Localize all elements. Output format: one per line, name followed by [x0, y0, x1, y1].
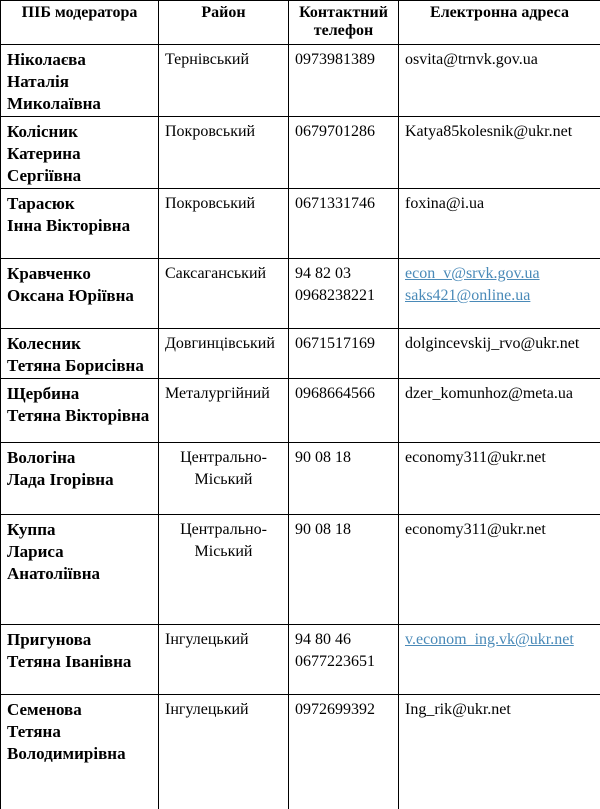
table-row	[1, 695, 600, 809]
email-cell	[399, 625, 600, 695]
moderator-name: Тарасюк Інна Вікторівна	[1, 189, 159, 259]
header-phone	[289, 1, 399, 45]
email-cell: dolgincevskij_rvo@ukr.net	[399, 329, 600, 379]
phone-cell: 0671331746	[289, 189, 399, 259]
phone-cell: 90 08 18	[289, 443, 399, 515]
header-district: Район	[159, 1, 289, 45]
table-row	[1, 117, 600, 189]
email-cell	[399, 259, 600, 329]
moderator-name: Щербина Тетяна Вікторівна	[1, 379, 159, 443]
email-cell: economy311@ukr.net	[399, 443, 600, 515]
email-cell: foxina@i.ua	[399, 189, 600, 259]
phone-cell: 94 80 46 0677223651	[289, 625, 399, 695]
table-row	[1, 189, 600, 259]
phone-cell: 0679701286	[289, 117, 399, 189]
header-email: Електронна адреса	[399, 1, 600, 45]
email-link[interactable]: econ_v@srvk.gov.ua	[405, 263, 594, 285]
moderator-name: Колісник Катерина Сергіївна	[1, 117, 159, 189]
email-link[interactable]: v.econom_ing.vk@ukr.net	[405, 629, 594, 651]
header-phone-line2: телефон	[295, 22, 392, 40]
moderator-name: Куппа Лариса Анатоліївна	[1, 515, 159, 625]
email-cell: Ing_rik@ukr.net	[399, 695, 600, 809]
phone-cell: 90 08 18	[289, 515, 399, 625]
moderator-name: Пригунова Тетяна Іванівна	[1, 625, 159, 695]
moderator-name: Ніколаєва Наталія Миколаївна	[1, 45, 159, 117]
district-cell: Металургійний	[159, 379, 289, 443]
moderator-name: Кравченко Оксана Юріївна	[1, 259, 159, 329]
table-row	[1, 379, 600, 443]
phone-cell: 0972699392	[289, 695, 399, 809]
table-row	[1, 515, 600, 625]
table-row	[1, 45, 600, 117]
district-cell: Центрально- Міський	[159, 515, 289, 625]
district-cell: Довгинцівський	[159, 329, 289, 379]
email-link[interactable]: saks421@online.ua	[405, 285, 594, 307]
district-cell: Інгулецький	[159, 625, 289, 695]
district-cell: Тернівський	[159, 45, 289, 117]
phone-cell: 0973981389	[289, 45, 399, 117]
district-cell: Центрально- Міський	[159, 443, 289, 515]
table-row	[1, 625, 600, 695]
phone-cell: 94 82 03 0968238221	[289, 259, 399, 329]
district-cell: Покровський	[159, 189, 289, 259]
moderator-name: Семенова Тетяна Володимирівна	[1, 695, 159, 809]
header-row	[1, 1, 600, 45]
header-phone-line1: Контактний	[295, 4, 392, 22]
table-row	[1, 443, 600, 515]
table-row	[1, 329, 600, 379]
moderator-name: Колесник Тетяна Борисівна	[1, 329, 159, 379]
email-cell: osvita@trnvk.gov.ua	[399, 45, 600, 117]
header-name: ПІБ модератора	[1, 1, 159, 45]
district-cell: Саксаганський	[159, 259, 289, 329]
email-cell: dzer_komunhoz@meta.ua	[399, 379, 600, 443]
table-row	[1, 259, 600, 329]
moderator-name: Вологіна Лада Ігорівна	[1, 443, 159, 515]
district-cell: Інгулецький	[159, 695, 289, 809]
phone-cell: 0968664566	[289, 379, 399, 443]
phone-cell: 0671517169	[289, 329, 399, 379]
email-cell: economy311@ukr.net	[399, 515, 600, 625]
email-cell: Katya85kolesnik@ukr.net	[399, 117, 600, 189]
district-cell: Покровський	[159, 117, 289, 189]
